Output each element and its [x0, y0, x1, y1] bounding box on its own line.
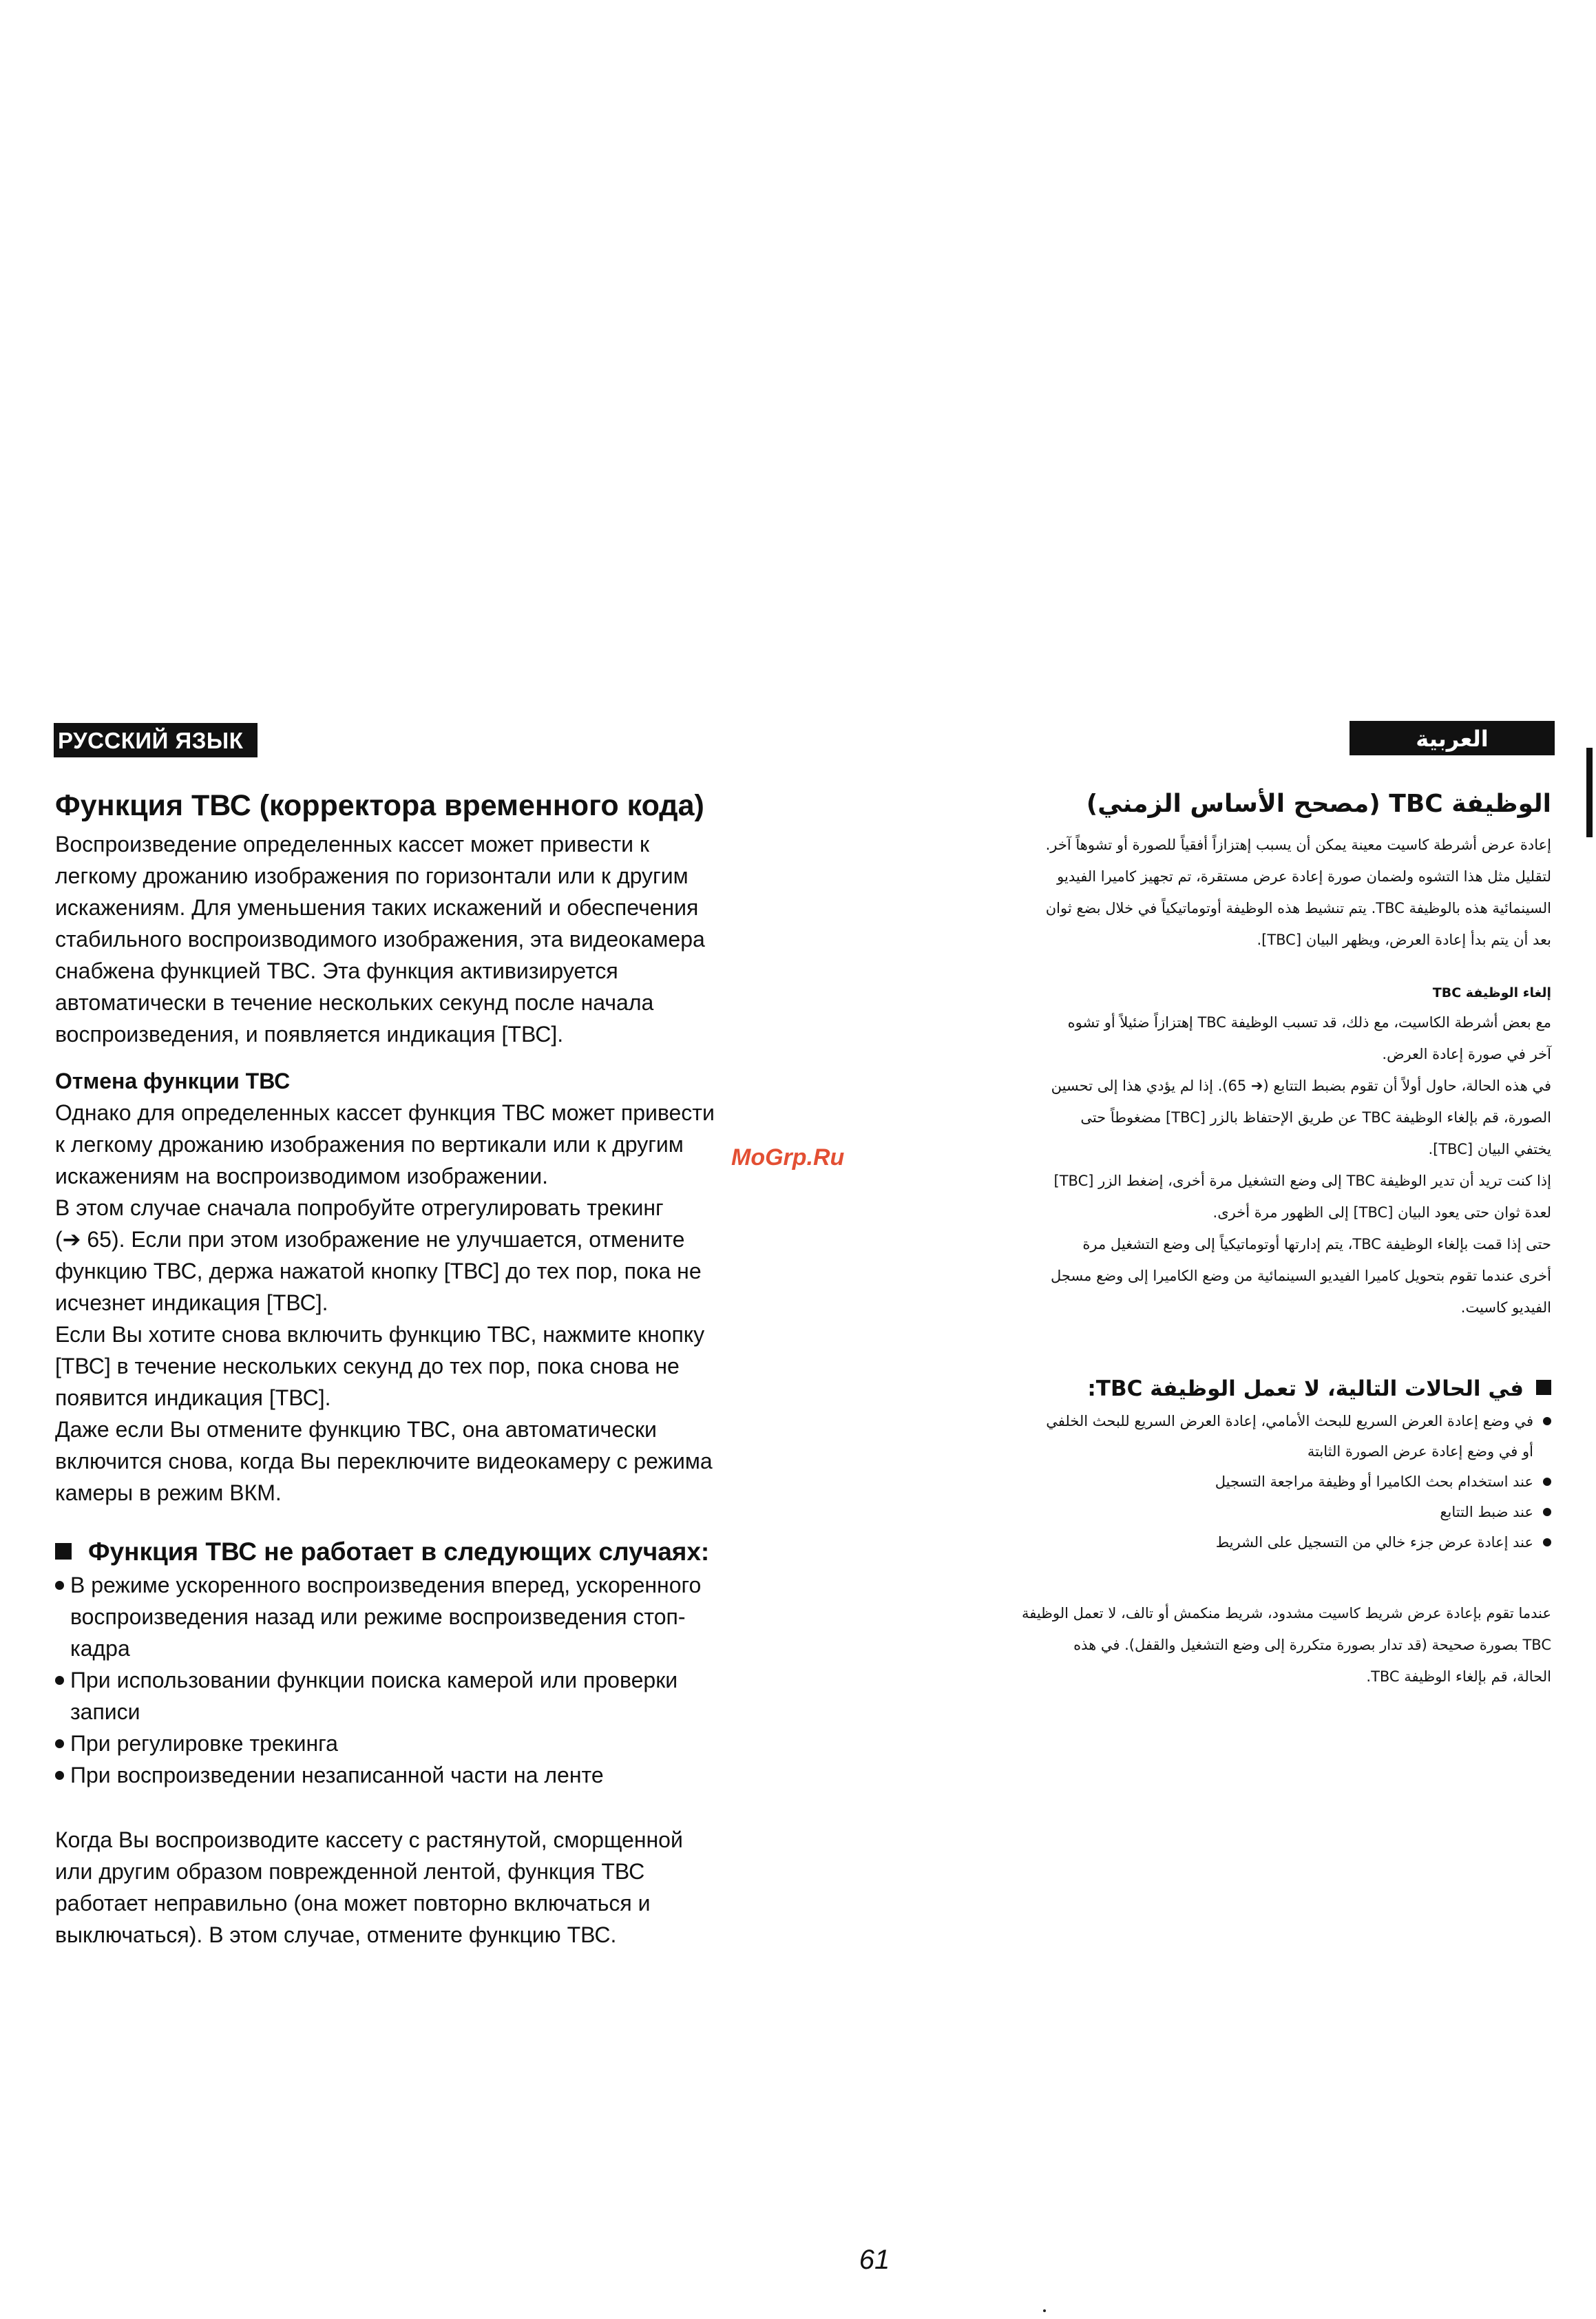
bullet-dot-icon — [1543, 1508, 1551, 1516]
text-line: إعادة عرض أشرطة كاسيت معينة يمكن أن يسبب إهتزازاً أفقياً للصورة أو تشوهاً آخر. — [1045, 837, 1551, 853]
text-line: في هذه الحالة، حاول أولاً أن تقوم بضبط التتابع (➔ 65). إذا لم يؤدي هذا إلى تحسين — [1051, 1078, 1551, 1094]
text-line: Однако для определенных кассет функция ТВС может привести — [55, 1100, 715, 1125]
arabic-intro — [899, 829, 1551, 956]
text-line: При регулировке трекинга — [70, 1731, 338, 1756]
arabic-language-tab: العربية — [1350, 721, 1555, 755]
text-line: исчезнет индикация [ТВС]. — [55, 1290, 328, 1315]
text-line: لعدة ثوان حتى يعود البيان [TBC] إلى الظهور مرة أخرى. — [1212, 1204, 1551, 1221]
text-line: легкому дрожанию изображения по горизонтали или к другим — [55, 863, 689, 888]
arabic-section-heading — [899, 1372, 1551, 1406]
text-line: الفيديو كاسيت. — [1460, 1299, 1551, 1316]
text-line: кадра — [70, 1636, 130, 1661]
text-line: воспроизведения, и появляется индикация [ТВС]. — [55, 1022, 564, 1047]
russian-intro — [55, 828, 847, 1050]
text-line: Когда Вы воспроизводите кассету с растянутой, сморщенной — [55, 1827, 683, 1852]
text-line: أو في وضع إعادة عرض الصورة الثابتة — [1307, 1443, 1533, 1460]
section-heading-text: Функция ТВС не работает в следующих случаях: — [88, 1538, 710, 1566]
bullet-dot-icon — [55, 1739, 64, 1748]
text-line: появится индикация [ТВС]. — [55, 1385, 331, 1410]
text-line: стабильного воспроизводимого изображения, эта видеокамера — [55, 927, 705, 952]
list-item — [55, 1728, 847, 1759]
text-line: الحالة، قم بإلغاء الوظيفة TBC. — [1366, 1668, 1551, 1685]
text-line: В режиме ускоренного воспроизведения вперед, ускоренного — [70, 1573, 702, 1597]
bullet-dot-icon — [1543, 1417, 1551, 1425]
page-edge-marker — [1586, 748, 1593, 837]
russian-bullet-list — [55, 1569, 847, 1791]
bullet-dot-icon — [55, 1771, 64, 1780]
text-line: Даже если Вы отмените функцию ТВС, она автоматически — [55, 1417, 657, 1442]
text-line: функцию ТВС, держа нажатой кнопку [ТВС] до тех пор, пока не — [55, 1259, 702, 1283]
arabic-column — [899, 785, 1551, 1692]
text-line: искажениям. Для уменьшения таких искажений и обеспечения — [55, 895, 699, 920]
text-line: искажениям на воспроизводимом изображении. — [55, 1164, 548, 1188]
russian-section-heading — [55, 1536, 847, 1568]
text-line: عند استخدام بحث الكاميرا أو وظيفة مراجعة التسجيل — [1215, 1473, 1533, 1490]
text-line: إذا كنت تريد أن تدير الوظيفة TBC إلى وضع التشغيل مرة أخرى، إضغط الزر [TBC] — [1053, 1173, 1551, 1189]
list-item — [899, 1467, 1551, 1497]
arabic-final-paragraph — [899, 1597, 1551, 1692]
text-line: لتقليل مثل هذا التشوه ولضمان صورة إعادة عرض مستقرة، تم تجهيز كاميرا الفيديو — [1057, 868, 1551, 885]
list-item — [55, 1664, 847, 1728]
text-line: включится снова, когда Вы переключите видеокамеру с режима — [55, 1449, 713, 1473]
text-line: В этом случае сначала попробуйте отрегулировать трекинг — [55, 1195, 664, 1220]
text-line: работает неправильно (она может повторно включаться и — [55, 1891, 651, 1916]
russian-cancel-text — [55, 1097, 847, 1509]
bullet-dot-icon — [55, 1581, 64, 1590]
page-number: 61 — [859, 2245, 890, 2275]
text-line: حتى إذا قمت بإلغاء الوظيفة TBC، يتم إدارتها أوتوماتيكياً إلى وضع التشغيل مرة — [1082, 1236, 1551, 1252]
text-line: عند ضبط التتابع — [1440, 1504, 1533, 1520]
text-line: TBC بصورة صحيحة (قد تدار بصورة متكررة إلى وضع التشغيل والقفل). في هذه — [1073, 1637, 1551, 1653]
list-item — [899, 1497, 1551, 1527]
arabic-bullet-list — [899, 1406, 1551, 1557]
bullet-dot-icon — [1543, 1538, 1551, 1546]
text-line: بعد أن يتم بدأ إعادة العرض، ويظهر البيان [TBC]. — [1257, 932, 1551, 948]
text-line: снабжена функцией ТВС. Эта функция активизируется — [55, 958, 618, 983]
bullet-dot-icon — [55, 1676, 64, 1685]
section-heading-text: في الحالات التالية، لا تعمل الوظيفة TBC: — [1087, 1376, 1524, 1401]
text-line: [ТВС] в течение нескольких секунд до тех пор, пока снова не — [55, 1354, 680, 1378]
bullet-dot-icon — [1543, 1478, 1551, 1486]
text-line: عندما تقوم بإعادة عرض شريط كاسيت مشدود، شريط منكمش أو تالف، لا تعمل الوظيفة — [1021, 1605, 1551, 1622]
text-line: или другим образом поврежденной лентой, функция ТВС — [55, 1859, 645, 1884]
russian-final-paragraph — [55, 1824, 847, 1951]
text-line: آخر في صورة إعادة العرض. — [1382, 1046, 1551, 1062]
arabic-title: الوظيفة TBC (مصحح الأساس الزمني) — [1086, 790, 1551, 818]
list-item — [899, 1406, 1551, 1467]
text-line: воспроизведения назад или режиме воспроизведения стоп- — [70, 1604, 686, 1629]
text-line: يختفي البيان [TBC]. — [1428, 1141, 1551, 1157]
print-speck — [1043, 2309, 1046, 2312]
text-line: السينمائية هذه بالوظيفة TBC. يتم تنشيط هذه الوظيفة أوتوماتيكياً في خلال بضع ثوان — [1045, 900, 1551, 916]
list-item — [55, 1759, 847, 1791]
square-bullet-icon — [55, 1543, 72, 1560]
watermark: MoGrp.Ru — [731, 1144, 845, 1171]
text-line: أخرى عندما تقوم بتحويل كاميرا الفيديو السينمائية من وضع الكاميرا إلى وضع مسجل — [1050, 1268, 1551, 1284]
text-line: (➔ 65). Если при этом изображение не улучшается, отмените — [55, 1227, 685, 1252]
text-line: выключаться). В этом случае, отмените функцию ТВС. — [55, 1922, 617, 1947]
text-line: عند إعادة عرض جزء خالي من التسجيل على الشريط — [1215, 1534, 1533, 1551]
text-line: При воспроизведении незаписанной части на ленте — [70, 1763, 604, 1787]
russian-cancel-heading: Отмена функции ТВС — [55, 1069, 291, 1093]
russian-column — [55, 788, 847, 1951]
text-line: к легкому дрожанию изображения по вертикали или к другим — [55, 1132, 684, 1157]
text-line: записи — [70, 1699, 140, 1724]
text-line: При использовании функции поиска камерой или проверки — [70, 1668, 678, 1692]
list-item — [55, 1569, 847, 1664]
arabic-cancel-heading: إلغاء الوظيفة TBC — [1432, 985, 1551, 1000]
arabic-cancel-text — [899, 1007, 1551, 1323]
russian-title: Функция ТВС (корректора временного кода) — [55, 789, 704, 822]
text-line: في وضع إعادة العرض السريع للبحث الأمامي، إعادة العرض السريع للبحث الخلفي — [1046, 1413, 1533, 1429]
text-line: مع بعض أشرطة الكاسيت، مع ذلك، قد تسبب الوظيفة TBC إهتزازاً ضئيلاً أو تشوه — [1067, 1014, 1551, 1031]
list-item — [899, 1527, 1551, 1557]
text-line: Если Вы хотите снова включить функцию ТВС, нажмите кнопку — [55, 1322, 705, 1347]
text-line: камеры в режим ВКМ. — [55, 1480, 282, 1505]
text-line: الصورة، قم بإلغاء الوظيفة TBC عن طريق الإحتفاظ بالزر [TBC] مضغوطاً حتى — [1080, 1109, 1551, 1126]
text-line: автоматически в течение нескольких секунд после начала — [55, 990, 654, 1015]
russian-language-tab: РУССКИЙ ЯЗЫК — [54, 723, 258, 757]
square-bullet-icon — [1536, 1380, 1551, 1395]
text-line: Воспроизведение определенных кассет может привести к — [55, 832, 649, 857]
